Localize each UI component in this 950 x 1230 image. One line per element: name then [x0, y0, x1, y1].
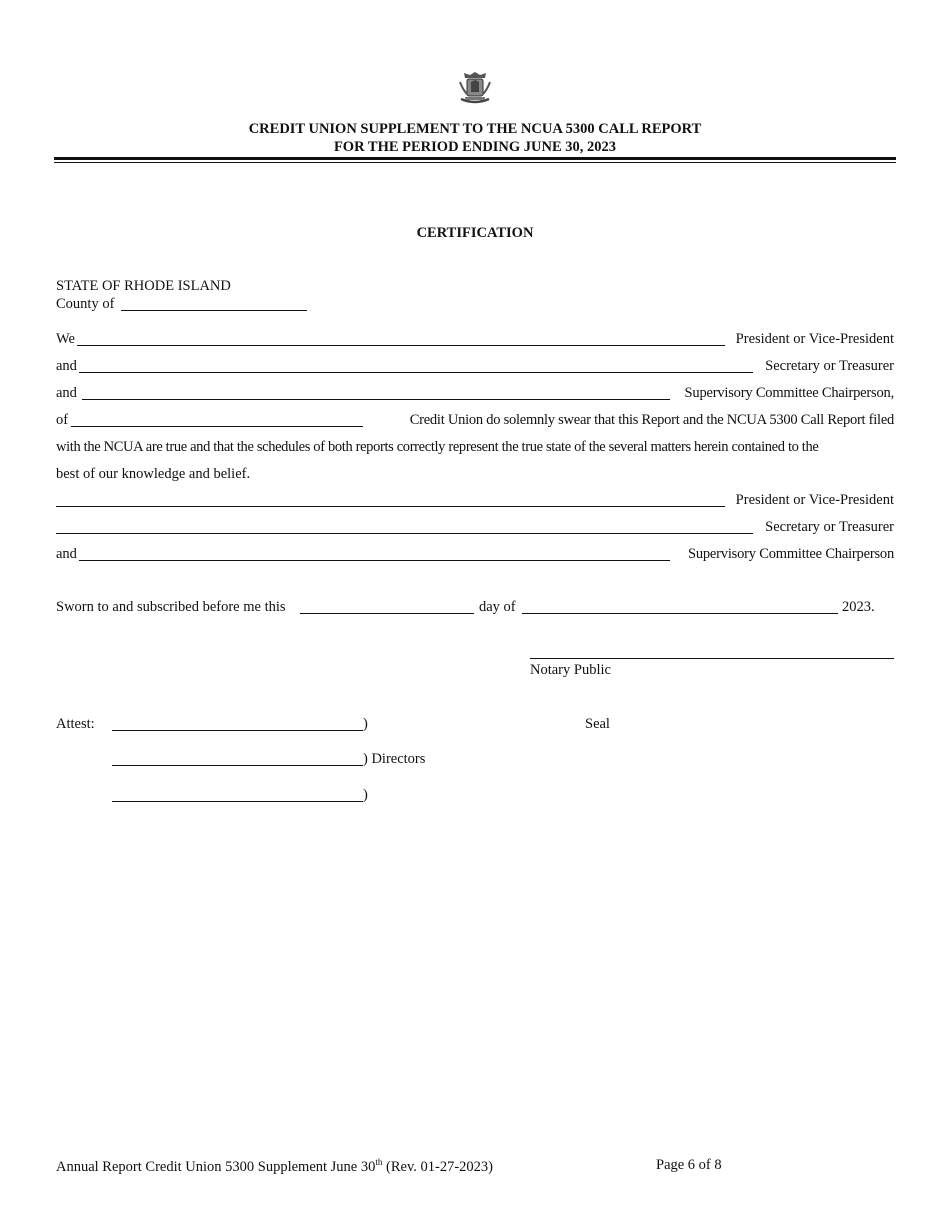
secretary-title: Secretary or Treasurer — [765, 358, 894, 374]
sworn-month-field[interactable] — [522, 613, 838, 614]
we-label: We — [56, 331, 75, 347]
notary-public-label: Notary Public — [530, 662, 611, 678]
president-title: President or Vice-President — [735, 331, 894, 347]
chairperson-name-field[interactable] — [82, 399, 670, 400]
of-label: of — [56, 412, 69, 428]
state-label: STATE OF RHODE ISLAND — [56, 278, 231, 294]
report-title-line2: FOR THE PERIOD ENDING JUNE 30, 2023 — [333, 139, 617, 155]
certification-heading: CERTIFICATION — [416, 225, 534, 241]
county-label: County of — [56, 296, 115, 312]
report-title-line1: CREDIT UNION SUPPLEMENT TO THE NCUA 5300 CALL REPORT — [248, 121, 702, 137]
president-signature-field[interactable] — [56, 506, 725, 507]
rhode-island-state-seal-icon — [456, 70, 494, 106]
county-field[interactable] — [121, 310, 307, 311]
and-label-3: and — [56, 546, 77, 562]
secretary-signature-title: Secretary or Treasurer — [765, 519, 894, 535]
director-3-signature-field[interactable] — [112, 801, 363, 802]
footer-doc-superscript: th — [375, 1157, 383, 1167]
header-rule-thin — [54, 162, 896, 163]
secretary-name-field[interactable] — [79, 372, 753, 373]
sworn-year: 2023. — [842, 599, 875, 615]
president-signature-title: President or Vice-President — [735, 492, 894, 508]
credit-union-name-field[interactable] — [71, 426, 363, 427]
footer-doc-prefix: Annual Report Credit Union 5300 Supplement June 30 — [56, 1158, 376, 1175]
header-rule-thick — [54, 157, 896, 160]
footer-doc-suffix: (Rev. 01-27-2023) — [382, 1158, 493, 1175]
notary-signature-field[interactable] — [530, 658, 894, 659]
director-bracket-1: ) — [363, 716, 368, 732]
director-1-signature-field[interactable] — [112, 730, 363, 731]
chairperson-signature-title: Supervisory Committee Chairperson — [687, 546, 894, 562]
oath-text-line3: best of our knowledge and belief. — [56, 466, 251, 482]
oath-text-line1: Credit Union do solemnly swear that this Report and the NCUA 5300 Call Report filed — [409, 412, 894, 428]
director-bracket-3: ) — [363, 787, 368, 803]
day-of-label: day of — [479, 599, 516, 615]
directors-label: ) Directors — [363, 751, 426, 767]
and-label-1: and — [56, 358, 77, 374]
president-name-field[interactable] — [77, 345, 725, 346]
page-number: Page 6 of 8 — [656, 1157, 722, 1173]
footer-document-id — [56, 1157, 493, 1176]
chairperson-signature-field[interactable] — [79, 560, 670, 561]
oath-text-line2: with the NCUA are true and that the schedules of both reports correctly represent the true state of the several matters herein contained to the — [56, 439, 819, 455]
chairperson-title: Supervisory Committee Chairperson, — [684, 385, 894, 401]
sworn-day-field[interactable] — [300, 613, 474, 614]
secretary-signature-field[interactable] — [56, 533, 753, 534]
and-label-2: and — [56, 385, 77, 401]
seal-label: Seal — [585, 716, 610, 732]
sworn-label: Sworn to and subscribed before me this — [56, 599, 286, 615]
attest-label: Attest: — [56, 716, 95, 732]
director-2-signature-field[interactable] — [112, 765, 363, 766]
